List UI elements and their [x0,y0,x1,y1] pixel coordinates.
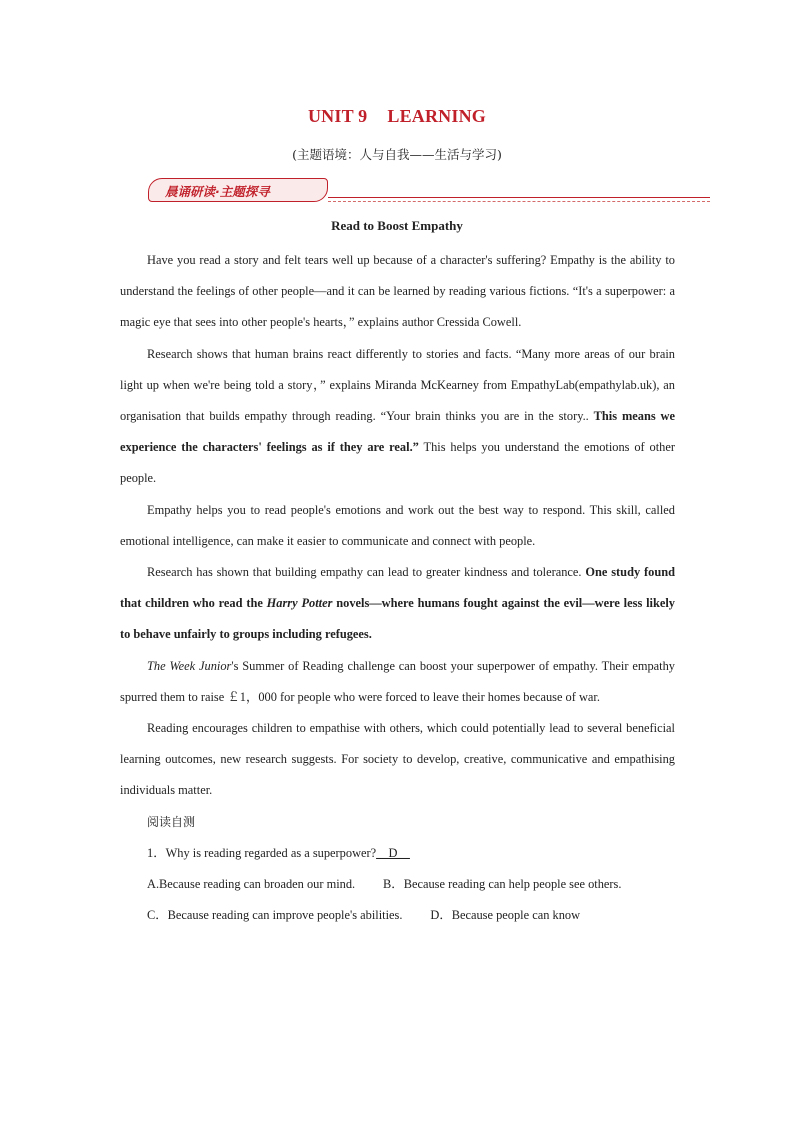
paragraph-1: Have you read a story and felt tears well up because of a character's suffering? Empathy is the ability to understand the feelings of other people—and it can be learned by reading various fictions. “It's a superpower: a magic eye that sees into other people's hearts，” explains author Cressida Cowell. [120,253,675,330]
book-title: Harry Potter [266,596,333,611]
banner-tab [148,178,328,202]
quiz-heading: 阅读自测 [147,814,196,829]
option-c: C．Because reading can improve people's abilities. [147,908,403,923]
paragraph-6: Reading encourages children to empathise with others, which could potentially lead to several beneficial learning outcomes, new research suggests. For society to develop, creative, communicative and empathising individuals matter. [120,721,675,798]
paragraph-4-text: Research has shown that building empathy can lead to greater kindness and tolerance. [147,565,586,580]
question-1 [120,838,675,869]
paragraph-2-tail: This helps you understand the emotions of other people. [120,440,676,486]
option-row-ab [120,869,675,900]
unit-topic: LEARNING [387,106,486,126]
question-1-answer: __D__ [376,845,410,860]
page-title [0,106,794,127]
paragraph-2-text: Research shows that human brains react differently to stories and facts. “Many more areas of our brain light up when we're being told a story，” explains Miranda McKearney from EmpathyLab(empathylab.uk), an organisation that builds empathy through reading. “Your brain thinks you are in the story.. [120,346,675,424]
theme-context: (主题语境：人与自我——生活与学习) [292,147,502,162]
paragraph-3: Empathy helps you to read people's emotions and work out the best way to respond. This skill, called emotional intelligence, can make it easier to communicate and connect with people. [120,502,675,548]
article-title: Read to Boost Empathy [331,218,463,233]
option-d: D．Because people can know [430,908,581,923]
article-body [120,245,675,931]
magazine-title: The Week Junior [147,658,232,673]
question-1-text: 1．Why is reading regarded as a superpower? [147,845,377,860]
paragraph-2 [120,339,675,495]
paragraph-4-bold: One study found that children who read the [120,565,675,611]
banner-rule [328,197,710,198]
paragraph-5 [120,651,675,713]
paragraph-4 [120,557,675,651]
paragraph-2-bold: This means we experience the characters' feelings as if they are real.” [120,409,675,455]
unit-label: UNIT 9 [307,106,368,126]
banner-dashed-rule [328,201,710,202]
option-b: B．Because reading can help people see others. [383,877,622,892]
section-banner [148,178,710,206]
paragraph-5-text: 's Summer of Reading challenge can boost your superpower of empathy. Their empathy spurred them to raise ￡1，000 for people who were forced to leave their homes because of war. [120,658,675,704]
option-row-cd [120,900,675,931]
banner-label: 晨诵研读·主题探寻 [165,184,270,199]
paragraph-4-bold-tail: novels—where humans fought against the evil—were less likely to behave unfairly to groups including refugees. [120,596,675,642]
option-a: A.Because reading can broaden our mind. [147,877,356,892]
